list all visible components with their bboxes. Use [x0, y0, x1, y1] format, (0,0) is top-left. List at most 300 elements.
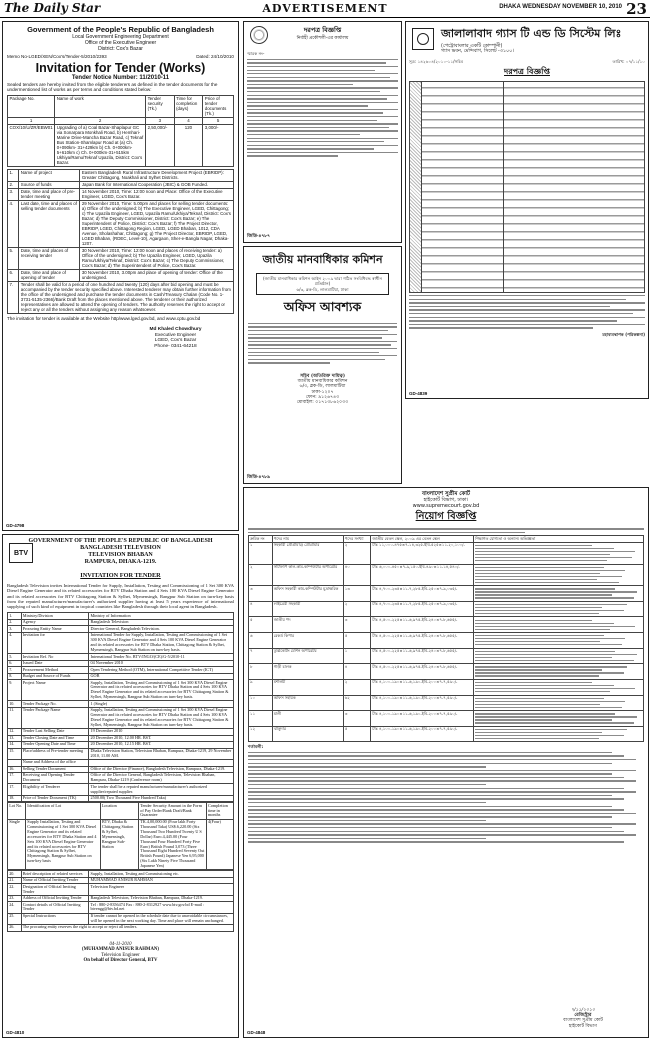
row-label: Invitation Ref. No	[21, 654, 89, 661]
col-header: Completion time in months	[206, 803, 233, 819]
row-label: Brief description of related services	[21, 871, 89, 878]
government-emblem-icon	[250, 26, 268, 44]
lged-info-table	[7, 169, 234, 314]
pay-scale: টাঃ ৪,১০০-১৯০×১১-৬,১৯০-ইবি-২০০×৭-৭,৫৯০/-	[371, 711, 474, 727]
post-name: জাতীয় পদ	[272, 617, 343, 633]
row-number: 21.	[8, 877, 22, 884]
row-label: Last date, time and places of selling tender documents	[19, 200, 80, 247]
row-number: 6.	[8, 269, 19, 281]
row-number: ৮	[249, 664, 273, 680]
table-row	[249, 586, 644, 602]
sign-date: ৭/১১/২০১০	[571, 1007, 595, 1013]
col-number: 3	[146, 117, 175, 124]
table-row	[8, 707, 234, 728]
lged-intro: Sealed tenders are hereby invited from the eligible tenderers as defined in the tender documents for the undermentioned list of works as per terms and conditions stated below:	[7, 82, 218, 93]
row-number: 20.	[8, 871, 22, 878]
row-value: Open Tendering Method (OTM), International Competitive Tender (ICT)	[89, 667, 234, 674]
qualification-text	[474, 664, 644, 680]
row-value: 2500.00( Two Thousand Five Hundred Taka)	[89, 795, 234, 802]
row-label: Tender Opening Date and Time	[21, 742, 89, 749]
row-number: 6.	[8, 660, 22, 667]
table-row	[249, 542, 644, 564]
row-number: 9.	[8, 680, 22, 701]
qualification-text	[474, 633, 644, 649]
row-number: ১১	[249, 711, 273, 727]
post-count: ৩	[343, 711, 371, 727]
row-value: Office of the Director General, Bangladesh Television, Television Bhaban, Rampura, Dhaka-1219 (Conference room)	[89, 773, 234, 784]
row-number: 2.	[8, 181, 19, 188]
row-label: Invitation for	[21, 632, 89, 653]
pay-scale: টাঃ ৪,১০০-১৯০×১১-৬,১৯০-ইবি-২০০×৭-৭,৫৯০/-	[371, 695, 474, 711]
col-header: শিক্ষাগত যোগ্যতা ও অন্যান্য অভিজ্ঞতা	[474, 536, 644, 543]
btv-tender-ad	[2, 534, 239, 1038]
btv-gov: GOVERNMENT OF THE PEOPLE'S REPUBLIC OF BANGLADESH	[28, 538, 213, 544]
row-number: ১	[249, 542, 273, 564]
jgts-footer-text	[409, 295, 645, 329]
row-number: ৯	[249, 679, 273, 695]
jgts-name: জালালাবাদ গ্যাস টি এন্ড ডি সিস্টেম লিঃ	[441, 27, 622, 40]
lot-time: 4(Four)	[206, 819, 233, 870]
col-header: Identification of Lot	[26, 803, 101, 819]
row-number: 15.	[8, 748, 22, 759]
tender-security: 2,50,000/-	[146, 124, 175, 166]
row-label: Budget and Source of Funds	[21, 673, 89, 680]
hrc-vacancy-ad	[243, 246, 402, 484]
hrc-signature-block	[248, 374, 397, 406]
btv-signature-block	[7, 942, 234, 964]
row-number: 17.	[8, 773, 22, 784]
table-row	[8, 181, 234, 188]
jalalabad-logo-icon	[412, 28, 434, 50]
row-label: Name and Address of the office	[21, 760, 89, 767]
lged-office: Office of the Executive Engineer	[84, 40, 157, 46]
pay-scale: টাঃ ৪,৫০০-২২৫×১১-৬,৯৭৫-ইবি-২৪০×৭-৮,৬৫৫/-	[371, 633, 474, 649]
post-name: অফিস সহকারী কাম-কম্পিউটার মুদ্রাক্ষরিক	[272, 586, 343, 602]
table-row	[8, 124, 234, 166]
package-no: COX/10/U/ZR/EBW01	[8, 124, 55, 166]
table-row	[8, 680, 234, 701]
row-value: Television Engineer	[89, 884, 234, 895]
lged-tender-ad	[2, 21, 239, 531]
row-label: Place/address of Pre-tender meeting	[21, 748, 89, 759]
qualification-text	[474, 542, 644, 564]
row-number: 22.	[8, 884, 22, 895]
lged-district: District: Cox's Bazar	[98, 46, 143, 52]
row-label: Address of Official Inviting Tender	[21, 895, 89, 902]
btv-bhaban: TELEVISION BHABAN	[88, 552, 153, 558]
table-row	[8, 281, 234, 313]
row-number: 5.	[8, 654, 22, 661]
table-row	[8, 913, 234, 924]
row-label: Date, time and places of receiving tender	[19, 247, 80, 269]
row-value: 30 November 2010, 3.00pm and place of opening of tender: Office of the undersigned.	[80, 269, 234, 281]
qualification-text	[474, 695, 644, 711]
row-number: ১০	[249, 695, 273, 711]
row-label: Eligibility of Tenderer	[21, 784, 89, 795]
lged-dated: Dated: 24/10/2010	[196, 54, 234, 59]
table-row	[8, 247, 234, 269]
row-value: 04 November 2010	[89, 660, 234, 667]
row-number: 10.	[8, 701, 22, 708]
row-value: Supply, Installation, Testing and Commissioning etc.	[89, 871, 234, 878]
table-row	[249, 617, 644, 633]
qualification-text	[474, 726, 644, 742]
sc-posts-table	[248, 535, 644, 742]
lged-works-table	[7, 95, 234, 167]
row-number: 18.	[8, 795, 22, 802]
table-row	[8, 773, 234, 784]
row-number: 17.	[8, 784, 22, 795]
hrc-post-title: অফিস আবশ্যক	[283, 298, 362, 314]
row-number: ১২	[249, 726, 273, 742]
table-row	[249, 633, 644, 649]
col-number: 5	[203, 117, 234, 124]
btv-lot-table	[7, 802, 234, 870]
row-label: Procuring Entity Name	[21, 626, 89, 633]
row-value: 20 December 2010, 12.00 HR. BST.	[89, 735, 234, 742]
lged-memo-line	[7, 54, 234, 59]
jgts-title: দরপত্র বিজ্ঞপ্তি	[504, 66, 550, 76]
table-row	[8, 902, 234, 913]
row-number: 3.	[8, 188, 19, 200]
gd-number: GD-4848	[247, 1030, 266, 1035]
row-label: Contact details of Official Inviting Tender	[21, 902, 89, 913]
post-count: ৩	[343, 617, 371, 633]
lot-location: BTV, Dhaka & Chittagong Station & Sylhet, Mymensingh, Rangpur Sub-Station	[100, 819, 138, 870]
lot-no: Single	[8, 819, 26, 870]
btv-address: RAMPURA, DHAKA-1219.	[84, 559, 157, 565]
row-value: 29 November 2010, Time: 5.00pm and places for selling tender documents: a) Office of the undersigned; b) The Executive Engineer, LGED, Chittagong; c) The Upazila Engineer, LGED, Upazila Ramu/Ukhiya/Teknaf, District: Cox's Bazar; d) The Deputy Commissioner, District: Cox's Bazar; e) The Superintendent of Police, District: Cox's Bazar; f) The Project Director, EBRIDP, LGED, Chittagong Region, LGED, LGED Bhaban, 1012, CDA Avenue, Sholashahar, Chittagong; g) The Project Director, EBRIDP, LGED, LGED Bhaban, (RDEC, Level-10), Agargaon, Sher-e-Bangla Nagar, Dhaka-1207.	[80, 200, 234, 247]
row-number: ২	[249, 564, 273, 586]
row-value: Ministry of Information	[89, 613, 234, 620]
row-number: 7.	[8, 667, 22, 674]
row-value: The tender shall be a reputed manufacturer/manufacturer's authorized supplier/reputed supplier.	[89, 784, 234, 795]
row-label: Name of Official Inviting Tender	[21, 877, 89, 884]
sc-division: হাইকোর্ট বিভাগ, ঢাকা।	[423, 497, 469, 503]
row-number: 1.	[8, 613, 22, 620]
post-name: রেকর্ড কিপার	[272, 633, 343, 649]
row-label: Selling Tender Document	[21, 766, 89, 773]
row-value: MUHAMMAD ANISUR RAHMAN	[89, 877, 234, 884]
col-number: 4	[174, 117, 203, 124]
row-value: Supply, Installation, Testing and Commissioning of 1 Set 300 KVA Diesel Engine Generator and its related accessories for BTV Dhaka Station and 4 Sets 100 KVA Diesel Engine Generator and its related accessories for BTV Chittagong Station & Sylhet, Mymensingh, Rangpur Sub Station on turn-key basis.	[89, 680, 234, 701]
col-header: ক্রমিক নং	[249, 536, 273, 543]
row-value: Director General, Bangladesh Television.	[89, 626, 234, 633]
row-value: Bangladesh Television	[89, 619, 234, 626]
document-price: 3,000/-	[203, 124, 234, 166]
gd-number: GD-4798	[6, 523, 25, 528]
col-header: Lot No.	[8, 803, 26, 819]
table-row	[8, 748, 234, 759]
qualification-text	[474, 586, 644, 602]
gd-number: GD-4810	[6, 1030, 25, 1035]
hrc-address: ৬/৩, ব্লক-ডি, লালমাটিয়া, ঢাকা	[296, 286, 349, 292]
dateline: DHAKA WEDNESDAY NOVEMBER 10, 2010	[499, 4, 622, 10]
dphe-title: দরপত্র বিজ্ঞপ্তি	[303, 26, 342, 34]
row-value: International Tender for Supply, Installation, Testing and Commissioning of 1 Set 300 KVA Diesel Engine Generator and 4 Sets 100 KVA Diesel Engine Generator and its related accessories for BTV Dhaka Station, Chittagong Station & Sylhet, Mymensingh, Rangpur Sub Station on turn-key basis.	[89, 632, 234, 653]
col-header: Package No.	[8, 95, 55, 117]
col-header: Time for completion (days)	[174, 95, 203, 117]
jgts-signer: মহাব্যবস্থাপক (পরিকল্পনা)	[602, 331, 645, 337]
page-masthead	[0, 0, 650, 18]
row-number: 14.	[8, 742, 22, 749]
section-title: ADVERTISEMENT	[262, 2, 388, 15]
row-number: 16.	[8, 766, 22, 773]
table-row	[249, 726, 644, 742]
post-name: গাড়ী চালক	[272, 664, 343, 680]
row-label: Ministry/Division	[21, 613, 89, 620]
row-value: 30 November 2010, Time: 12:00 noon and places of receiving tender: a) Office of the undersigned; b) The Upazila Engineer, LGED, Upazila Ramu/Ukhiya/Teknaf, District: Cox's Bazar; c) The Deputy Commissioner, Cox's Bazar; d) The Superintendent of Police, Cox's Bazar.	[80, 247, 234, 269]
col-header: Location	[100, 803, 138, 819]
pay-scale: টাঃ ৪,৭০০-২৩৫×১১-৭,২৮৫-ইবি-২৫০×৭-৯,০৩৫/-	[371, 586, 474, 602]
table-row	[249, 695, 644, 711]
row-number: ৬	[249, 633, 273, 649]
table-row	[249, 601, 644, 617]
lged-signature-block	[117, 327, 234, 349]
table-header-row	[8, 95, 234, 117]
signer-div: হাইকোর্ট বিভাগ	[568, 1023, 598, 1029]
signer-name: (MUHAMMAD ANISUR RAHMAN)	[81, 947, 159, 953]
lged-gov-heading: Government of the People's Republic of Bangladesh	[27, 25, 214, 34]
post-count: ৪০	[343, 564, 371, 586]
hrc-sign-city: ঢাকা-১২০৭	[311, 389, 334, 395]
pay-scale: টাঃ ৬,০০০-৪৫০×৭-৯,১৫০-ইবি-৪৯০×১১-১৪,৫৪০/-	[371, 564, 474, 586]
row-label: Procurement Method	[21, 667, 89, 674]
qualification-text	[474, 564, 644, 586]
sc-signature-block	[528, 1008, 638, 1029]
hrc-signer: সচিব (অতিরিক্ত দায়িত্ব)	[300, 373, 345, 379]
jalalabad-gas-tender-ad	[405, 21, 649, 399]
newspaper-logo: The Daily Star	[4, 1, 101, 15]
qualification-text	[474, 711, 644, 727]
row-number: 8.	[8, 673, 22, 680]
post-name: ডুপ্লিকেটিং মেশিন অপারেটর	[272, 648, 343, 664]
pay-scale: টাঃ ৪,১০০-১৯০×১১-৬,১৯০-ইবি-২০০×৭-৭,৫৯০/-	[371, 726, 474, 742]
btv-logo-icon: BTV	[9, 543, 33, 563]
col-header: Name of work	[55, 95, 146, 117]
row-number: 23.	[8, 895, 22, 902]
lot-security: TK.4,00,000.00 (Four lakh Forty Thousand Taka) US$.6,220.00 (Six Thousand Two Hundred Twenty U S Dollar) Euro.4,445.00 (Four Thousand Four Hundred Forty Five Euro) British Pound 3,073 (Three Thousand Eight Hundred Seventy Out British Pound) Japanese Yen 6,95,000 (Six Lakh Ninety Five Thousand Japanese Yen)	[140, 818, 205, 869]
lged-website-note: The invitation for tender is available at the Website http/www.lged.gov.bd, and www.cptu.gov.bd	[7, 315, 201, 321]
row-label: Tender Closing Date and Time	[21, 735, 89, 742]
row-number: 13.	[8, 735, 22, 742]
sc-conditions-label: শর্তাবলী:	[248, 744, 264, 750]
row-value: Supply, Installation, Testing and Commissioning of 1 Set 300 KVA Diesel Engine Generator and its related accessories for BTV Dhaka Station and 4 Sets 100 KVA Diesel Engine Generator and its related accessories for BTV Chittagong Station & Sylhet, Mymensingh, Rangpur Sub Station on turn-key basis.	[89, 707, 234, 728]
row-number: ৪	[249, 601, 273, 617]
sc-web: www.supremecourt.gov.bd	[412, 503, 480, 509]
jgts-memo-line	[409, 59, 645, 64]
sign-date: 04-11-2010	[109, 941, 132, 947]
signer-name: রেজিস্ট্রার	[574, 1013, 592, 1019]
btv-org: BANGLADESH TELEVISION	[80, 545, 161, 551]
table-row	[249, 564, 644, 586]
row-number: 3.	[8, 626, 22, 633]
row-value: If tender cannot be opened in the schedule date due to unavoidable circumstances, will be opened in the next working day. Time and place will remain unchanged.	[89, 913, 234, 924]
btv-info-table-2	[7, 870, 234, 931]
row-value: 20 December 2010, 12.15 HR. BST.	[89, 742, 234, 749]
dphe-body-text	[247, 59, 398, 157]
row-number: 25.	[8, 913, 22, 924]
col-number: 2	[55, 117, 146, 124]
dphe-tender-ad	[243, 21, 402, 243]
post-name: মশালচী	[272, 679, 343, 695]
pay-scale: টাঃ ১১,০০০-৪৭৫×৭-১৪,৩২৫-ইবি-৫২৫×১১-২০,১০০/-	[371, 542, 474, 564]
row-number: 2.	[8, 619, 22, 626]
col-header: Tender security (Tk.)	[146, 95, 175, 117]
col-header: Price of tender documents (Tk.)	[203, 95, 234, 117]
row-label: Tender Package No.	[21, 701, 89, 708]
table-row	[249, 648, 644, 664]
table-row	[249, 679, 644, 695]
row-number: ৭	[249, 648, 273, 664]
signer-org: বাংলাদেশ সুপ্রীম কোর্ট	[563, 1018, 603, 1024]
col-header: পদের নাম	[272, 536, 343, 543]
lged-notice-number: Tender Notice Number: 11/2010-11	[71, 75, 170, 81]
lged-title: Invitation for Tender (Works)	[35, 61, 206, 75]
row-label: Receiving and Opening Tender Document	[21, 773, 89, 784]
row-value: Tender shall be valid for a period of one hundred and twenty (120) days after bid opening and must be accompanied by the tender security specified above. Interested tenderer may obtain further information from the office of the undersigned and purchase the tender documents in Cash/Treasury Chalan (Code No. 1-3731-5135-2366)/Bank Draft from the places mentioned above. The tenderer or their authorized representatives are allowed to attend the opening of tenders. The authority reserves the right to accept or reject any or all the tenders without assigning any reason whatsoever.	[19, 281, 234, 313]
row-label: Agency	[21, 619, 89, 626]
row-label: Date, time and place of opening of tender	[19, 269, 80, 281]
post-count: ৫	[343, 633, 371, 649]
dphe-office: নির্বাহী প্রকৌশলী-এর কার্যালয়	[296, 36, 349, 41]
btv-intro: Bangladesh Television invites International Tender for Supply, Installation, Testing and Commissioning of 1 Set 300 KVA Diesel Engine Generator and its related accessories for BTV Dhaka Station and 4 Sets 100 KVA Diesel Engine Generator and its related accessories for BTV Chittagong Station & Sylhet, Mymensingh, Rangpur Sub Station on turn-key basis from the reputed manufacturer/manufacturer's authorized supplier having at least 5 years experience of international supplying of such kind of equipment in tropical countries like Bangladesh through their local agent in Bangladesh.	[7, 583, 234, 610]
sc-org: বাংলাদেশ সুপ্রীম কোর্ট	[422, 491, 470, 497]
row-number: 12.	[8, 729, 22, 736]
row-label: Issued Date	[21, 660, 89, 667]
pay-scale: টাঃ ৪,৫০০-২২৫×১১-৬,৯৭৫-ইবি-২৪০×৭-৮,৬৫৫/-	[371, 664, 474, 680]
lged-memo: Memo No-LGED/XEN/Cox's/Tender-5/2010/2393	[7, 54, 107, 59]
jgts-table	[409, 81, 645, 293]
row-label: Price of Tender Document (TK)	[21, 795, 89, 802]
row-number: 11.	[8, 707, 22, 728]
pay-scale: টাঃ ৪,৫০০-২২৫×১১-৬,৯৭৫-ইবি-২৪০×৭-৮,৬৫৫/-	[371, 648, 474, 664]
signer-phone: Phone- 0341-64218	[154, 344, 197, 349]
jgts-date: তারিখ: ০৭/১১/১০	[612, 58, 645, 64]
row-value: Tel : 880-2-8356474 Fax : 880-2-8312927 www.btv.gov.bd E-mail : btvengg@btv.bd.net	[89, 902, 234, 913]
post-name: লাইব্রেরী সহকারী	[272, 601, 343, 617]
post-count: ১	[343, 648, 371, 664]
row-number: 26.	[8, 925, 22, 932]
col-header: Tender Security Amount in the Form of Pay Order/Bank Draft/Bank Guarantee	[139, 803, 207, 819]
sc-conditions-text	[248, 752, 644, 843]
table-row	[8, 169, 234, 181]
pay-scale: টাঃ ৪,১০০-১৯০×১১-৬,১৯০-ইবি-২০০×৭-৭,৫৯০/-	[371, 679, 474, 695]
post-name: মালী	[272, 711, 343, 727]
qualification-text	[474, 617, 644, 633]
table-row	[249, 664, 644, 680]
signer-office: LGED, Cox's Bazar	[154, 338, 197, 344]
table-header-row	[8, 803, 234, 819]
completion-time: 120	[174, 124, 203, 166]
row-value: 19 December 2010	[89, 729, 234, 736]
row-number: 5.	[8, 247, 19, 269]
col-number: 1	[8, 117, 55, 124]
table-row	[8, 925, 234, 932]
row-number: 4.	[8, 200, 19, 247]
hrc-sign-org: জাতীয় মানবাধিকার কমিশন	[297, 378, 348, 384]
hrc-phone: ফোন: ৯১২৬৭৪৩	[305, 394, 340, 400]
signer-title: Television Engineer	[101, 952, 140, 958]
lot-identification: Supply Installation, Testing and Commissioning of 1 Set 300 KVA Diesel Engine Generator and its related accessories for BTV Dhaka Station and 4 Sets 100 KVA Diesel Engine Generator and its related accessories for BTV Chittagong Station & Sylhet, Mymensingh, Rangpur Sub Station on turn-key basis	[26, 819, 101, 870]
qualification-text	[474, 648, 644, 664]
row-value: The procuring entity reserves the right to accept or reject all tenders.	[21, 925, 233, 932]
row-number: 4.	[8, 632, 22, 653]
row-label: Date, time and place of pre-tender meeting	[19, 188, 80, 200]
row-number: 24.	[8, 902, 22, 913]
qualification-text	[474, 679, 644, 695]
pay-scale: টাঃ ৪,৫০০-২২৫×১১-৬,৯৭৫-ইবি-২৪০×৭-৮,৬৫৫/-	[371, 617, 474, 633]
hrc-info-box	[256, 273, 389, 295]
post-name: সহকারী প্রোগ্রামার/ প্রোগ্রামার	[272, 542, 343, 564]
table-row	[8, 632, 234, 653]
gd-number: জিডি-৪৭৮৯	[247, 474, 271, 479]
jgts-memo: সূত্র: ১৪২৬০৪/২০১০-১১/সচিব	[409, 58, 464, 64]
hrc-body-text	[248, 323, 397, 364]
post-count: ৪	[343, 664, 371, 680]
sc-title: নিয়োগ বিজ্ঞপ্তি	[415, 511, 477, 522]
table-row	[8, 795, 234, 802]
post-count: ৫	[343, 726, 371, 742]
jgts-sub: (পেট্রোবাংলার একটি কোম্পানী)	[441, 44, 503, 49]
row-label: Special Instructions	[21, 913, 89, 924]
hrc-sub: (জাতীয় মানবাধিকার কমিশন আইন ২০০৯ দ্বারা গঠিত সংবিধিবদ্ধ স্বাধীন প্রতিষ্ঠান)	[263, 276, 382, 287]
btv-info-table	[7, 612, 234, 802]
table-row	[8, 784, 234, 795]
hrc-mobile: মোবাইল: ০১৭১৩৮৬২০৩৩	[296, 400, 349, 406]
post-count: ২	[343, 601, 371, 617]
row-value: International Tender No. BTV/INGO/(CE)/G-5/2010-11	[89, 654, 234, 661]
row-value: Dhaka Television Station, Television Bhaban, Rampura, Dhaka-1219, 29 November 2010, 11.00 AM.	[89, 748, 234, 759]
table-row	[8, 819, 234, 870]
qualification-text	[474, 601, 644, 617]
table-row	[8, 269, 234, 281]
hrc-sign-addr: ৬/৩, ব্লক-ডি, লালমাটিয়া	[299, 384, 346, 390]
post-name: ঝাড়ুদার	[272, 726, 343, 742]
pay-scale: টাঃ ৪,৭০০-২৩৫×১১-৭,২৮৫-ইবি-২৫০×৭-৯,০৩৫/-	[371, 601, 474, 617]
page-number: 23	[626, 0, 647, 18]
row-value: 14 November 2010, Time: 12:00 noon and Place: Office of the Executive Engineer, LGED, Cox's Bazar.	[80, 188, 234, 200]
table-row	[8, 200, 234, 247]
gd-number: জিডি-৪৭৮৭	[247, 233, 271, 238]
table-header-row	[249, 536, 644, 543]
row-label: Project Name	[21, 680, 89, 701]
post-count: ৬২	[343, 695, 371, 711]
col-header: জাতীয় বেতন স্কেল, ২০০৯ এর বেতন স্কেল	[371, 536, 474, 543]
signer-title: Executive Engineer	[154, 332, 197, 338]
post-count: ২	[343, 542, 371, 564]
table-row	[8, 895, 234, 902]
row-label: Source of funds	[19, 181, 80, 188]
hrc-name: জাতীয় মানবাধিকার কমিশন	[262, 253, 383, 266]
btv-title: INVITATION FOR TENDER	[80, 572, 161, 579]
row-label: Tender Last Selling Date	[21, 729, 89, 736]
row-number: ৫	[249, 617, 273, 633]
table-row	[8, 884, 234, 895]
signer-behalf: On behalf of Director General, BTV	[83, 958, 158, 964]
row-value: 1 (Single)	[89, 701, 234, 708]
supreme-court-recruitment-ad	[243, 487, 649, 1038]
row-value: GOB	[89, 673, 234, 680]
row-label: Name of project	[19, 169, 80, 181]
lged-dept: Local Government Engineering Department	[72, 34, 169, 40]
table-row	[8, 188, 234, 200]
dphe-memo: স্মারক নং-	[247, 51, 265, 57]
signer-name: Md Khaled Chowdhury	[149, 327, 202, 333]
row-label: Designation of Official Inviting Tender	[21, 884, 89, 895]
post-name: অফিস সহায়ক	[272, 695, 343, 711]
work-name: Upgrading of a) Coal Bazar-Shaplapur GC via Sonarpara Monkhali Road, b) Hemhari-Marine Drive-Mancha Bazar Road, c) Teknaf Bus Station-Shamlapur Road at (a) Ch. 0+090km- 31+429km b) Ch. 0+000km-5+610km c) Ch. 0+000km-31+515km Ukhiya/Ramu/Teknaf Upazila, District: Cox's Bazar.	[55, 124, 146, 166]
